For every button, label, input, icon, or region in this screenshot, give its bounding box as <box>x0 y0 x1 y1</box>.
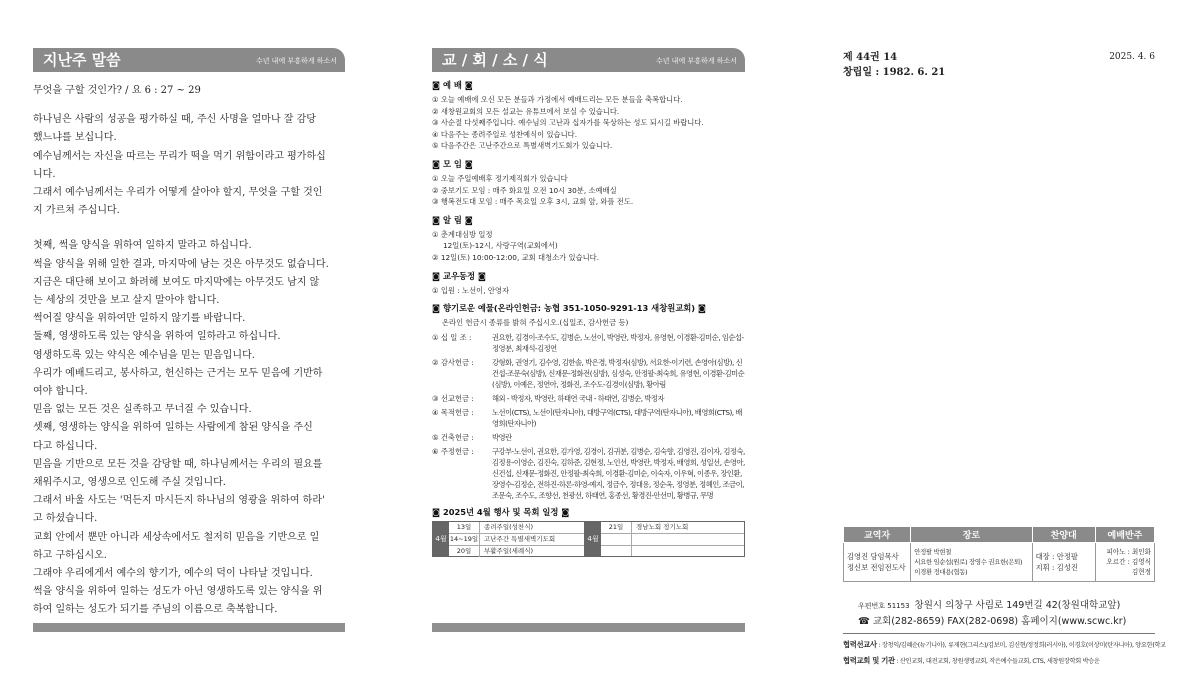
worship-list <box>432 94 745 152</box>
sermon-line: 지 가르쳐 주십니다. <box>33 205 120 217</box>
sermon-line: 둘째, 영생하도록 있는 양식을 위하여 일하라고 하십니다. <box>33 331 281 343</box>
sermon-line: 그래서 예수님께서는 우리가 어떻게 살아야 할지, 무엇을 구할 것인 <box>33 187 323 199</box>
notice-item: ② 12일(토) 10:00-12:00, 교회 대청소가 있습니다. <box>432 252 600 262</box>
notice-heading: ◙ 알 림 ◙ <box>432 214 473 225</box>
sermon-line: 그래서 바울 사도는 '먹든지 마시든지 하나님의 영광을 위하여 하라' <box>33 495 325 507</box>
sermon-gap <box>33 220 345 237</box>
meeting-list <box>432 173 745 208</box>
offering-row <box>432 357 745 390</box>
sermon-line: 하여 일하는 성도가 되기를 주님의 이름으로 축복합니다. <box>33 604 278 616</box>
event-date: 20일 <box>449 546 480 557</box>
masthead <box>843 50 1155 80</box>
events-calendar <box>432 521 745 557</box>
partners <box>843 633 1166 669</box>
events-heading: ◙ 2025년 4월 행사 및 목회 일정 ◙ <box>432 507 570 518</box>
offering-names: 박영란 <box>492 433 512 443</box>
sermon-title: 지난주 말씀 <box>43 51 121 69</box>
offering-names: 해외 - 박정자, 박영란, 하태연 국내 - 하태연, 김병순, 박정자 <box>492 394 664 404</box>
partner-organizations: 협력교회 및 기관 : 산인교회, 대전교회, 창원생명교회, 작은예수들교회, CTS, 새창원장학회 박승운 <box>843 656 1100 665</box>
event-name-empty <box>632 534 744 545</box>
news-subtitle: 수년 내에 부흥하게 하소서 <box>655 57 737 65</box>
sermon-line: 썩어질 양식을 위하여만 일하지 않기를 바랍니다. <box>33 313 246 325</box>
masthead-founded: 창립일 : 1982. 6. 21 <box>843 67 946 78</box>
event-row-empty <box>601 546 744 557</box>
offering-label: ④ 목적헌금 : <box>432 408 474 418</box>
sermon-line: 하고 구하십시오. <box>33 549 107 561</box>
staff-choir: 대장 : 안정팔 지휘 : 김성진 <box>1032 543 1095 582</box>
staff-header: 찬양대 <box>1032 527 1095 543</box>
news-header <box>432 48 745 72</box>
sermon-line: 우리가 예배드리고, 봉사하고, 헌신하는 근거는 모두 믿음에 기반하 <box>33 367 323 379</box>
sermon-line: 했느냐를 보십니다. <box>33 132 117 144</box>
meeting-item: ② 중보기도 모임 : 매주 화요일 오전 10시 30분, 소예배실 <box>432 185 617 195</box>
masthead-date: 2025. 4. 6 <box>1109 52 1155 62</box>
partner-missionaries: 협력선교사 : 장청익/김혜순(뉴기니아), 류재현(그리스)/김보미, 김신현/정정희(러시아), 이경호(이상미(탄자니아), 양요한(학교 <box>843 640 1166 649</box>
sermon-footer-bar <box>33 623 345 632</box>
sermon-line: 고 하셨습니다. <box>33 513 98 525</box>
offering-names: 권요한, 김경이-조수도, 김병순, 노선이, 박영란, 박정자, 유영현, 이경환-김미순, 임순섭-정영분, 최재석-김정연 <box>492 333 744 354</box>
member-item: ① 입원 : 노선이, 안영자 <box>432 285 509 295</box>
members-list <box>432 285 745 297</box>
sermon-line: 교회 안에서 뿐만 아니라 세상속에서도 철저히 믿음을 기반으로 일 <box>33 531 320 543</box>
church-contact <box>843 598 1155 629</box>
event-name: 종려주일(성찬식) <box>484 523 534 532</box>
sermon-line: 채워주시고, 영생으로 인도해 주실 것입니다. <box>33 477 226 489</box>
sermon-line: 다고 하십니다. <box>33 440 98 452</box>
event-name: 고난주간 특별새벽기도회 <box>484 535 556 544</box>
church-phone: ☎ 교회(282-8659) FAX(282-0698) 홈페이지(www.scwc.kr) <box>858 616 1127 627</box>
sermon-line: 셋째, 영생하는 양식을 위하여 일하는 사람에게 참된 양식을 주신 <box>33 422 313 434</box>
offering-row <box>432 446 745 501</box>
sermon-line: 는 세상의 것만을 보고 살지 말아야 합니다. <box>33 295 220 307</box>
sermon-line: 여야 합니다. <box>33 386 88 398</box>
offering-label: ⑤ 건축헌금 : <box>432 433 474 443</box>
offering-names: 구강부-노선이, 권요한, 김가영, 김경이, 김귀분, 김병순, 김숙향, 김영진, 김이자, 김정숙, 김정용-이영순, 김진숙, 김하준, 김현정, 노인선, 박영란, 박정자, 배영희, 성일선, 손영아, 신건섭, 신재문-정화진, 안정팔-최숙희, 이경환-김미순, 이숙자, 이우혁, 이종우, 장인환, 장영수-김정순, 전하진-하론-하영-예지, 정금수, 정대용, 정순옥, 정영분, 정혜인, 조금이, 조문숙, 조수도, 조향선, 천광선, 하태연, 홍종선, 황경진-안선미, 황병규, 무명 <box>492 447 745 501</box>
sermon-line: 첫째, 썩을 양식을 위하여 일하지 말라고 하십니다. <box>33 240 252 252</box>
members-heading: ◙ 교우동정 ◙ <box>432 270 486 281</box>
meeting-item: ① 오늘 주일예배후 정기제직회가 있습니다 <box>432 173 568 183</box>
sermon-header <box>33 48 345 72</box>
church-address: 창원시 의창구 사림로 149번길 42(창원대학교앞) <box>914 600 1121 611</box>
event-date-empty <box>601 546 632 557</box>
event-row <box>449 534 584 546</box>
sermon-line: 썩을 양식을 위해 일한 결과, 마지막에 남는 것은 아무것도 없습니다. <box>33 258 329 270</box>
offering-row <box>432 407 745 429</box>
sermon-line: 니다. <box>33 168 56 180</box>
notice-item-detail: 12일(토)-12시, 사랑구역(교회에서) <box>443 241 558 251</box>
offering-names: 강형화, 권영기, 김수영, 김한솔, 박은경, 박정자(심방), 서요한-이기련, 손영아(심방), 신건섭-조문숙(심방), 신재문-정화전(심방), 심성숙, 안정팔-최숙희, 유영현, 이경환-김미순(심방), 이예은, 정연아, 정화진, 조수도-김경이(심방), 황아림 <box>492 358 745 390</box>
notice-item: ① 춘계대심방 일정 <box>432 229 493 239</box>
staff-header: 교역자 <box>844 527 911 543</box>
sermon-subtitle: 수년 내에 부흥하게 하소서 <box>255 57 337 65</box>
sermon-line: 하나님은 사람의 성공을 평가하실 때, 주신 사명을 얼마나 잘 감당 <box>33 114 316 126</box>
offering-list <box>432 332 745 501</box>
event-date-empty <box>601 534 632 545</box>
event-name-empty <box>632 546 744 557</box>
event-name: 경남노회 정기노회 <box>636 523 689 532</box>
offering-names: 노선이(CTS), 노선이(탄자니아), 대방구역(CTS), 대방구역(탄자니아), 배영희(CTS), 배영희(탄자니아) <box>492 408 742 429</box>
sermon-body <box>33 82 345 620</box>
meeting-heading: ◙ 모 임 ◙ <box>432 158 473 169</box>
staff-clergy: 김영진 담임목사 정신보 전임전도사 <box>844 543 911 582</box>
staff-header: 예배반주 <box>1095 527 1154 543</box>
event-row <box>449 546 584 557</box>
events-month: 4월 <box>433 522 449 556</box>
event-name: 부활주일(세례식) <box>484 547 534 556</box>
offering-label: ② 감사헌금 : <box>432 358 474 368</box>
worship-item: ① 오늘 예배에 오신 모든 분들과 가정에서 예배드리는 모든 분들을 축복합니다. <box>432 95 683 104</box>
events-block-right <box>585 521 745 557</box>
event-row <box>449 522 584 534</box>
sermon-section <box>33 48 345 620</box>
offering-label: ⑥ 주정헌금 : <box>432 447 474 457</box>
worship-heading: ◙ 예 배 ◙ <box>432 80 473 90</box>
staff-table <box>843 526 1155 582</box>
sermon-line: 썩을 양식을 위하여 일하는 성도가 아닌 영생하도록 있는 양식을 위 <box>33 586 323 598</box>
offering-heading: ◙ 향기로운 예물(온라인헌금: 농협 351-1050-9291-13 새창원교회) ◙ <box>432 303 706 314</box>
worship-item: ④ 다음주는 종려주일로 성찬예식이 있습니다. <box>432 129 578 139</box>
sermon-line: 지금은 대단해 보이고 화려해 보여도 마지막에는 아무것도 남지 않 <box>33 276 320 288</box>
event-row <box>601 522 744 534</box>
offering-label: ③ 선교헌금 : <box>432 394 474 404</box>
event-date: 21일 <box>601 522 632 533</box>
masthead-volume: 제 44권 14 <box>843 52 898 63</box>
sermon-scripture: 무엇을 구할 것인가? / 요 6 : 27 ~ 29 <box>33 85 201 96</box>
news-title: 교 / 회 / 소 / 식 <box>442 51 548 69</box>
meeting-item: ③ 행복전도대 모임 : 매주 목요일 오후 3시, 교회 앞, 와플 전도. <box>432 197 634 207</box>
news-section <box>432 48 745 557</box>
worship-item: ③ 사순절 다섯째주입니다. 예수님의 고난과 십자가를 묵상하는 성도 되시길 바랍니다. <box>432 118 704 128</box>
worship-item: ② 새창원교회의 모든 설교는 유튜브에서 보실 수 있습니다. <box>432 106 620 116</box>
events-block-left <box>432 521 585 557</box>
offering-row <box>432 432 745 443</box>
sermon-line: 믿음 없는 모든 것은 실족하고 무너질 수 있습니다. <box>33 404 252 416</box>
event-row-empty <box>601 534 744 546</box>
sermon-line: 예수님께서는 자신을 따르는 무리가 떡을 먹기 위함이라고 평가하십 <box>33 150 326 162</box>
sermon-paragraphs <box>33 111 345 619</box>
event-date: 13일 <box>449 522 480 533</box>
sermon-line: 믿음을 기반으로 모든 것을 감당할 때, 하나님께서는 우리의 필요를 <box>33 458 323 470</box>
event-date: 14~19일 <box>449 535 479 544</box>
staff-elders: 안정팔 박현철 서요한 임순섭(원로) 장영수 권요한(은퇴) 이경환 정대용(협동) <box>911 543 1032 582</box>
sermon-line: 영생하도록 있는 약식은 예수님을 믿는 믿음입니다. <box>33 349 255 361</box>
news-footer-bar <box>432 623 745 632</box>
offering-row <box>432 393 745 404</box>
staff-accompany: 피아노 : 최인화 오르간 : 김영식 김현정 <box>1095 543 1154 582</box>
postal-code: 우편번호 51153 <box>858 602 910 610</box>
events-month-right: 4월 <box>585 522 601 556</box>
info-section <box>843 50 1166 670</box>
staff-header: 장로 <box>911 527 1032 543</box>
worship-item: ⑤ 다음주간은 고난주간으로 특별새벽기도회가 있습니다. <box>432 141 613 151</box>
offering-row <box>432 332 745 354</box>
offering-label: ① 십 일 조 : <box>432 333 472 343</box>
offering-online-note: 온라인 헌금시 종류를 밝혀 주십시오.(십일조, 감사헌금 등) <box>442 318 629 328</box>
sermon-line: 그래야 우리에게서 예수의 향기가, 예수의 덕이 나타날 것입니다. <box>33 568 313 580</box>
